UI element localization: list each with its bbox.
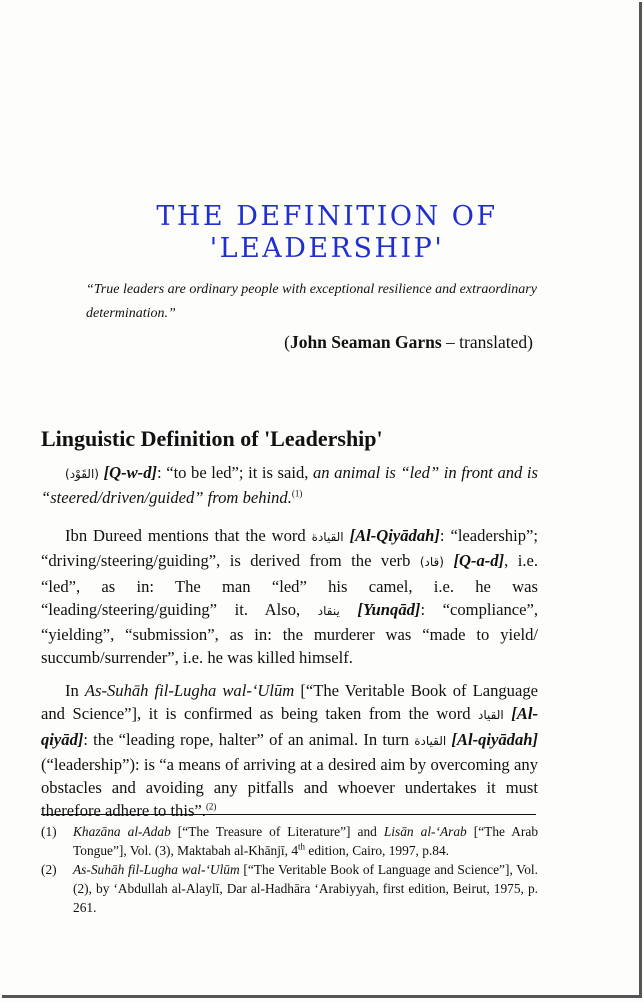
footnote-text <box>73 860 538 917</box>
arabic-root-word: (القَوْد) <box>65 467 99 481</box>
fn1-text-2: [“The Arab Tongue”], Vol. (3), Maktabah al-Khānjī, 4 <box>73 824 539 858</box>
arabic-al-qiyadah: القيادة <box>311 530 344 544</box>
fn1-title-1: Khazāna al-Adab <box>73 824 171 839</box>
fn1-text-3: edition, Cairo, 1997, p.84. <box>305 843 449 858</box>
fn1-title-2: Lisān al-‘Arab <box>383 824 467 839</box>
paragraph-root-definition <box>41 461 538 510</box>
chapter-title-line-2: 'LEADERSHIP' <box>209 233 445 264</box>
p3-text-1: In <box>65 681 85 700</box>
arabic-al-qiyad: القياد <box>478 708 504 723</box>
fn2-title: As-Suhāh fil-Lugha wal-‘Ulūm <box>73 862 240 877</box>
p2-text-3: , i.e. “led”, as in: The man “led” his camel, i.e. he was “leading/steering/guiding” it. Also, <box>41 551 539 619</box>
epigraph-quote: “True leaders are ordinary people with exceptional resilience and extraordinary determination.” <box>86 282 537 321</box>
footnote-2 <box>41 860 538 917</box>
epigraph-author: John Seaman Garns <box>289 332 442 352</box>
section-heading: Linguistic Definition of 'Leadership' <box>41 426 383 451</box>
epigraph-suffix: – translated <box>441 332 528 352</box>
footnotes <box>41 822 538 917</box>
footnote-text <box>73 822 538 860</box>
p2-text-4: : “compliance”, “yielding”, “submission”, as in: the murderer was “made to yield/ succumb/surrender”, i.e. he was killed himself. <box>41 599 539 668</box>
footnote-1 <box>41 822 538 860</box>
term-al-qiyad: [Al-qiyād] <box>41 704 538 749</box>
arabic-al-qiyadah-2: القيادة <box>414 733 447 748</box>
root-transliteration: [Q-w-d] <box>103 463 158 482</box>
attribution-open-paren: ( <box>284 332 290 352</box>
footnote-ref-2[interactable]: (2) <box>205 801 217 812</box>
chapter-title <box>42 201 612 265</box>
term-al-qiyadah-2: [Al-qiyādah] <box>451 729 539 749</box>
p3-book-title: As-Suhāh fil-Lugha wal-‘Ulūm <box>84 681 295 700</box>
chapter-title-line-1: THE DEFINITION OF <box>156 201 498 232</box>
fn1-ordinal: th <box>298 841 306 852</box>
arabic-qad: (قاد) <box>419 555 444 570</box>
footnote-number: (1) <box>41 824 57 839</box>
p3-text-4: (“leadership”): is “a means of arriving at a desired aim by overcoming any obstacles and avoiding any pitfalls and whoever undertakes it must therefore adhere to this”. <box>41 754 538 821</box>
term-yunqad: [Yunqād] <box>357 599 421 619</box>
term-al-qiyadah: [Al-Qiyādah] <box>349 526 440 545</box>
book-page <box>2 2 642 998</box>
term-q-a-d: [Q-a-d] <box>453 551 505 571</box>
fn1-text-1: [“The Treasure of Literature”] and <box>170 824 384 839</box>
p1-text: : “to be led”; it is said, <box>157 463 313 482</box>
paragraph-as-suhah <box>41 679 538 823</box>
attribution-close-paren: ) <box>527 332 533 352</box>
p3-text-3: : the “leading rope, halter” of an animal. In turn <box>83 729 415 749</box>
p3-text-2: [“The Veritable Book of Language and Science”], it is confirmed as being taken from the word <box>41 681 538 724</box>
epigraph-attribution <box>284 332 533 353</box>
paragraph-ibn-dureed <box>41 524 538 670</box>
p1-italic: an animal is “led” in front and is “steered/driven/guided” from behind. <box>41 463 538 508</box>
p2-text-2: : “leadership”; “driving/steering/guiding”, is derived from the verb <box>41 526 538 571</box>
p2-text-1: Ibn Dureed mentions that the word <box>65 526 312 545</box>
footnote-ref-1[interactable]: (1) <box>291 488 303 499</box>
fn2-text: [“The Veritable Book of Language and Science”], Vol. (2), by ‘Abdullah al-Alaylī, Dar al-Hadhāra ‘Arabiyyah, first edition, Beirut, 1975, p. 261. <box>73 862 538 915</box>
arabic-yunqad: ينقاد <box>317 603 340 618</box>
footnote-number: (2) <box>41 862 57 877</box>
footnote-divider <box>41 814 536 815</box>
